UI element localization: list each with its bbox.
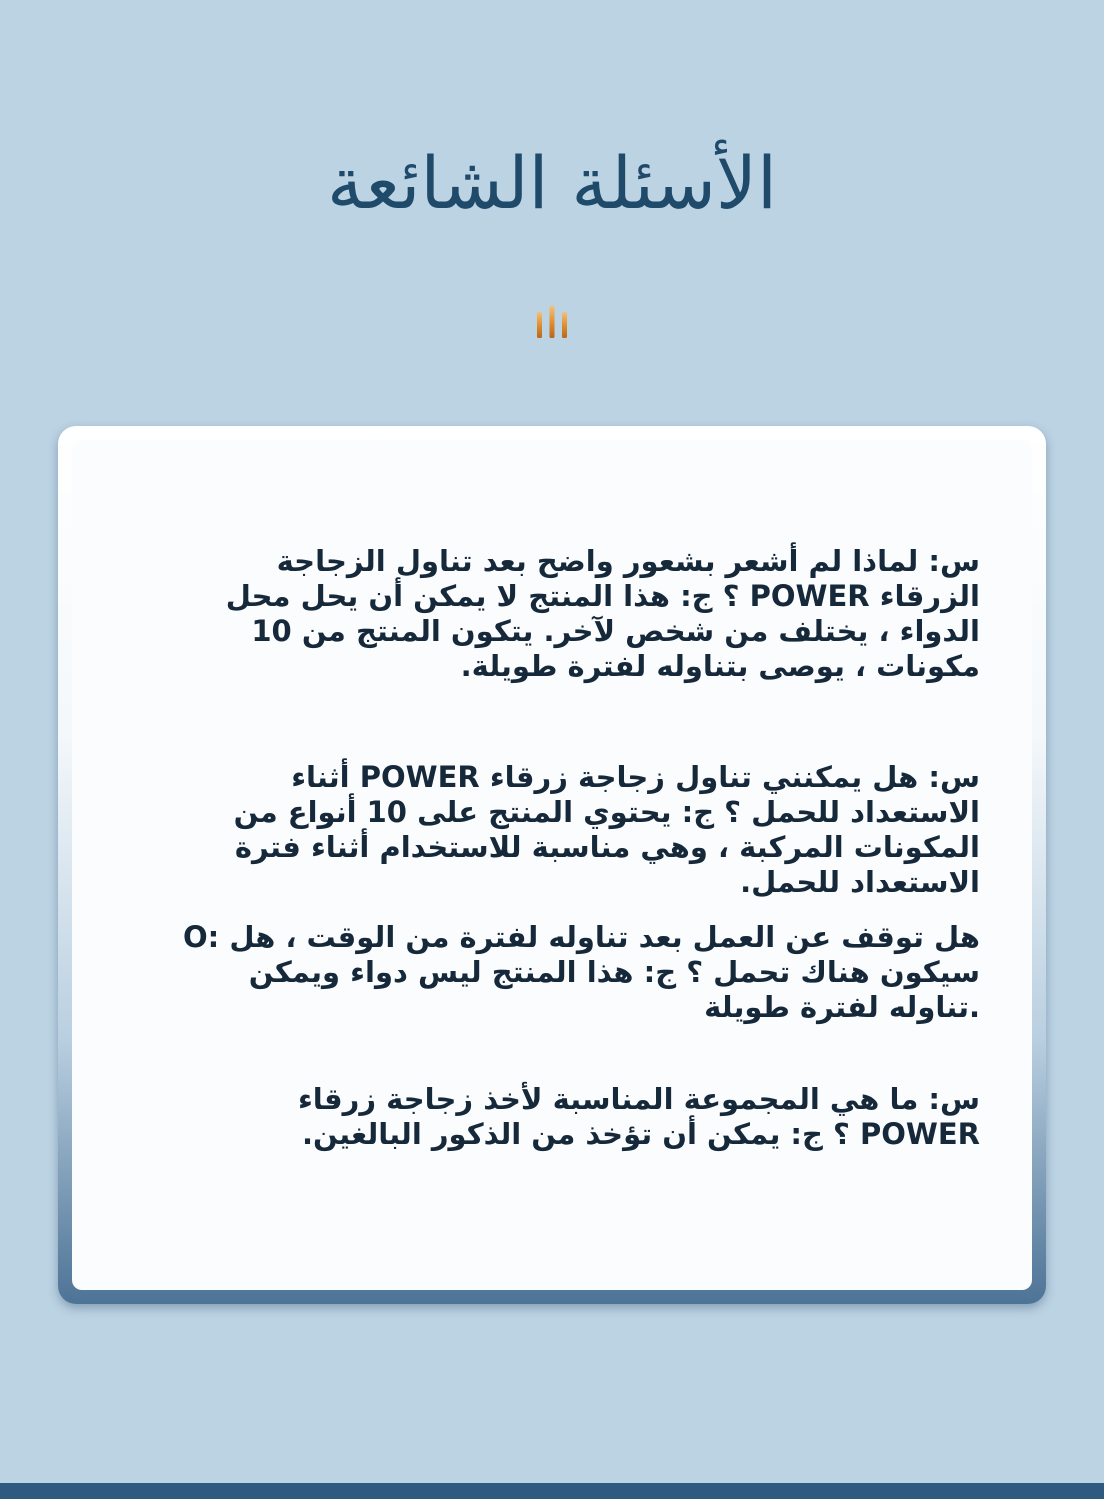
page-title: الأسئلة الشائعة: [327, 141, 777, 225]
faq-card-body: [72, 440, 1032, 1290]
bottom-bar: [0, 1483, 1104, 1499]
faq-item: س: هل يمكنني تناول زجاجة زرقاء POWER أثناء الاستعداد للحمل ؟ ج: يحتوي المنتج على 10 أنواع من المكونات المركبة ، وهي مناسبة للاستخدام أثناء فترة الاستعداد للحمل.: [233, 760, 980, 899]
triple-bar-icon: [534, 306, 570, 340]
faq-item: O: هل توقف عن العمل بعد تناوله لفترة من الوقت ، هل سيكون هناك تحمل ؟ ج: هذا المنتج ليس دواء ويمكن تناوله لفترة طويلة.: [183, 920, 980, 1024]
faq-card: [58, 426, 1046, 1304]
faq-item: س: ما هي المجموعة المناسبة لأخذ زجاجة زرقاء POWER ؟ ج: يمكن أن تؤخذ من الذكور البالغين.: [297, 1082, 980, 1151]
faq-item: س: لماذا لم أشعر بشعور واضح بعد تناول الزجاجة الزرقاء POWER ؟ ج: هذا المنتج لا يمكن أن يحل محل الدواء ، يختلف من شخص لآخر. يتكون المنتج من 10 مكونات ، يوصى بتناوله لفترة طويلة.: [225, 544, 980, 683]
